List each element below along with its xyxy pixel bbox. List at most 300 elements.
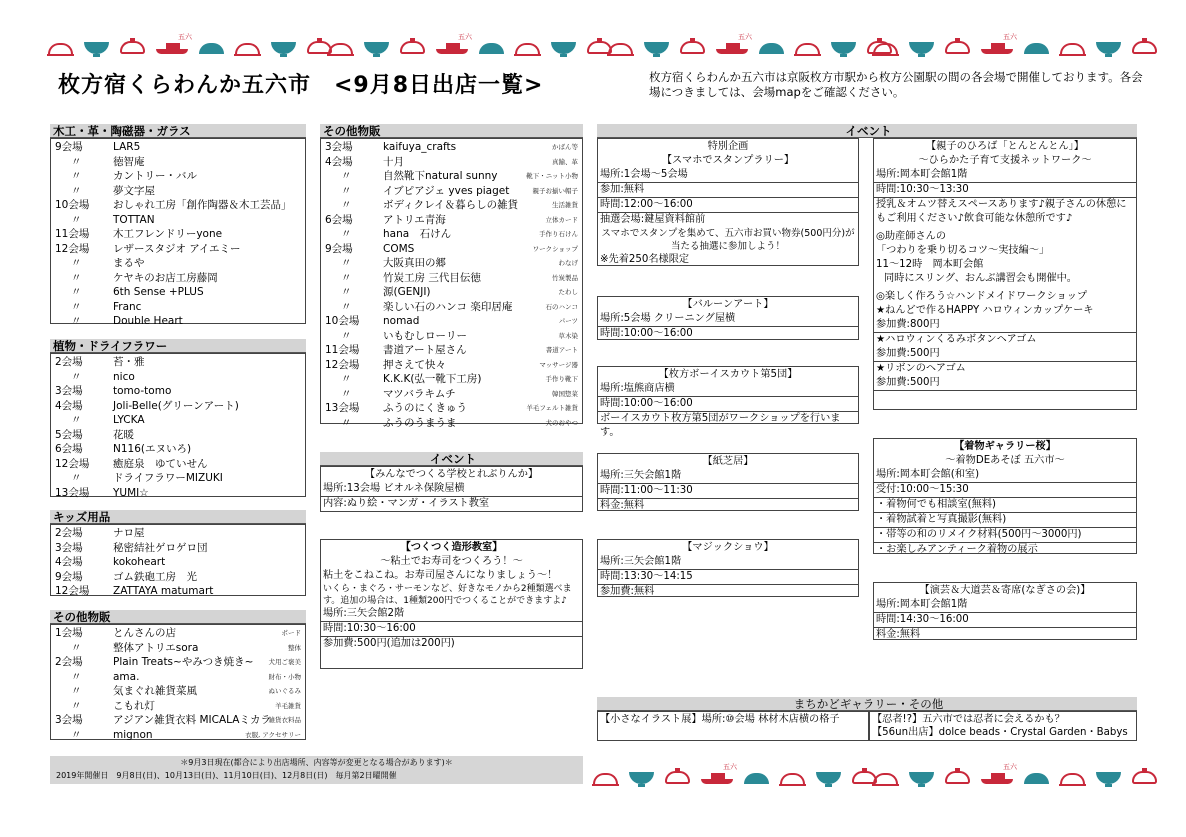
boat-label: 五六 [738, 33, 752, 41]
bowl-icon [1024, 43, 1049, 54]
bowl-icon [644, 42, 669, 54]
deco-strip-2 [328, 34, 612, 54]
venue-label: 〃 [71, 300, 82, 313]
bowl-icon [120, 41, 145, 54]
vendor-name: LYCKA [113, 414, 145, 426]
venue-label: 12会場 [55, 585, 90, 597]
list-item [51, 486, 305, 501]
event-subtitle: ～着物DEあそぼ 五六市～ [945, 455, 1065, 466]
event-fee: 参加費:500円(追加は200円) [323, 638, 455, 649]
vendor-name: 夢文字屋 [113, 184, 155, 197]
vendor-category: 石のハンコ [545, 302, 578, 311]
event-place: 場所:岡本町会館1階 [874, 168, 1136, 183]
venue-label: 3会場 [55, 541, 83, 554]
list-other-left [50, 624, 306, 740]
machikado-right [869, 711, 1137, 741]
bowl-icon [909, 42, 934, 54]
venue-label: 〃 [341, 300, 352, 313]
bowl-icon [84, 42, 109, 54]
vendor-category: ぬいぐるみ [268, 687, 301, 695]
venue-label: 〃 [71, 271, 82, 284]
vendor-name: TOTTAN [113, 213, 155, 226]
event-title: 【つくつく造形教室】 [400, 542, 503, 553]
venue-label: 11会場 [325, 344, 360, 356]
venue-label: 〃 [341, 329, 352, 342]
venue-label: 〃 [71, 315, 82, 327]
list-item [321, 213, 582, 228]
venue-label: 6会場 [55, 443, 83, 455]
vendor-name: ナロ屋 [113, 527, 145, 539]
list-item [321, 140, 582, 155]
venue-label: 12会場 [55, 242, 90, 255]
event-desc: 粘土をこねこね。お寿司屋さんになりましょう～！ [323, 570, 558, 581]
event-midwife: ◎助産師さんの [876, 231, 947, 242]
vendor-category: たわし [558, 288, 578, 296]
venue-label: 〃 [341, 286, 352, 298]
section-header-event-mid: イベント [320, 452, 583, 466]
list-item [51, 670, 305, 685]
venue-label: 9会場 [55, 570, 83, 583]
vendor-name: 6th Sense +PLUS [113, 286, 204, 298]
list-item [321, 184, 582, 199]
event-boyscout [597, 366, 859, 438]
event-label: 特別企画 [707, 141, 749, 152]
vendor-category: 手作り石けん [539, 230, 578, 238]
vendor-name: 整体アトリエsora [113, 641, 199, 654]
venue-label: 〃 [71, 685, 82, 697]
machikado-ninja: 【忍者!?】五六市では忍者に会えるかも？ [872, 714, 1065, 725]
venue-label: 6会場 [325, 213, 353, 226]
venue-label: 13会場 [55, 486, 90, 499]
vendor-name: N116(エヌいろ) [113, 443, 192, 455]
bowl-icon [816, 772, 841, 784]
vendor-category: 真鍮、革 [552, 157, 578, 166]
vendor-name: mignon [113, 728, 153, 741]
vendor-name: マツバラキムチ [383, 387, 456, 400]
event-time: 時間:14:30～16:00 [874, 613, 1136, 628]
list-item [321, 343, 582, 358]
list-item [51, 584, 305, 599]
vendor-name: ふうのにくきゅう [383, 402, 467, 414]
vendor-category: 竹炭製品 [552, 273, 578, 282]
machikado-illust: 【小さなイラスト展】場所:⑩会場 林材木店横の格子 [600, 714, 840, 725]
bowl-icon [608, 43, 633, 54]
bowl-icon [1060, 773, 1085, 784]
vendor-category: 親子お揃い帽子 [532, 186, 578, 195]
list-item [51, 699, 305, 714]
vendor-name: kaifuya_crafts [383, 141, 457, 153]
venue-label: 12会場 [325, 358, 360, 371]
event-content: 内容:ぬり絵・マンガ・イラスト教室 [323, 498, 490, 509]
list-item [321, 416, 582, 431]
list-other-mid [320, 138, 583, 429]
venue-label: 〃 [71, 170, 82, 182]
event-magic [597, 539, 859, 597]
vendor-name: イブピアジェ yves piaget [383, 184, 510, 197]
section-header-plants: 植物・ドライフラワー [50, 339, 306, 353]
vendor-name: まるや [113, 257, 145, 269]
vendor-name: アジアン雑貨衣料 MICALAミカラ [113, 714, 271, 726]
venue-label: 〃 [341, 271, 352, 284]
bowl-icon [759, 43, 784, 54]
list-item [51, 570, 305, 585]
event-midwife-time: 11～12時 岡本町会館 [876, 259, 984, 270]
vendor-name: ama. [113, 670, 140, 683]
venue-label: 9会場 [325, 242, 353, 255]
bowl-icon [400, 41, 425, 54]
event-time: 時間:10:00～16:00 [598, 397, 858, 412]
venue-label: 〃 [341, 170, 352, 182]
list-item [51, 555, 305, 570]
venue-label: 2会場 [55, 356, 83, 368]
list-kids [50, 524, 306, 596]
venue-label: 〃 [71, 728, 82, 741]
event-item-3: ・帯等の和のリメイク材料(500円～3000円) [874, 528, 1136, 543]
vendor-category: 立体カード [545, 215, 578, 224]
vendor-category: 犬のおやつ [545, 418, 578, 427]
vendor-category: わなげ [558, 259, 578, 267]
footer-note: ＊9月3日現在(都合により出店場所、内容等が変更となる場合があります)＊ [180, 758, 453, 767]
vendor-name: こもれ灯 [113, 699, 155, 712]
list-item [51, 413, 305, 428]
vendor-name: nico [113, 370, 135, 383]
bowl-icon [680, 41, 705, 54]
venue-label: 〃 [341, 373, 352, 385]
list-item [321, 285, 582, 300]
list-item [321, 300, 582, 315]
list-item [321, 358, 582, 373]
boat-label: 五六 [1003, 33, 1017, 41]
venue-label: 5会場 [55, 428, 83, 441]
venue-label: 9会場 [55, 141, 83, 153]
bowl-icon [1096, 772, 1121, 784]
event-kamishibai [597, 453, 859, 511]
vendor-category: パーツ [558, 317, 578, 325]
venue-label: 〃 [71, 257, 82, 269]
vendor-category: 衣服, アクセサリー [245, 730, 301, 739]
vendor-name: とんさんの店 [113, 627, 176, 639]
event-place: 場所:塩熊商店横 [598, 382, 858, 397]
event-note: ※先着250名様限定 [600, 254, 690, 265]
venue-label: 13会場 [325, 402, 360, 414]
event-fee: 参加費:無料 [600, 586, 655, 597]
list-item [321, 401, 582, 416]
list-mokko [50, 138, 306, 327]
vendor-name: 徳智庵 [113, 155, 145, 168]
list-item [51, 641, 305, 656]
event-place: 場所:三矢会館2階 [321, 607, 582, 622]
boat-icon [716, 33, 752, 54]
vendor-name: ゴム鉄砲工房 光 [113, 570, 197, 583]
event-place: 場所:岡本町会館(和室) [874, 468, 1136, 483]
boat-label: 五六 [723, 763, 737, 771]
list-item [51, 541, 305, 556]
vendor-name: 竹炭工房 三代目伝徳 [383, 271, 481, 284]
deco-strip-3 [608, 34, 892, 54]
vendor-category: 羊毛フェルト雑貨 [526, 404, 578, 412]
event-place: 場所:1会場～5会場 [598, 168, 858, 183]
list-item [321, 198, 582, 213]
event-title: 【みんなでつくる学校とれぶりんか】 [364, 469, 539, 480]
event-place: 場所:13会場 ビオルネ保険屋横 [321, 482, 582, 497]
section-header-other-mid: その他物販 [320, 124, 583, 138]
list-item [51, 285, 305, 300]
venue-label: 10会場 [325, 315, 360, 327]
event-stamp-rally [597, 138, 859, 266]
vendor-name: ドライフラワーMIZUKI [113, 472, 223, 484]
list-item [51, 256, 305, 271]
venue-label: 〃 [341, 257, 352, 269]
vendor-name: YUMI☆ [113, 486, 149, 499]
bowl-icon [593, 773, 618, 784]
venue-label: 〃 [71, 641, 82, 654]
venue-label: 3会場 [55, 714, 83, 726]
list-item [51, 314, 305, 329]
list-item [51, 169, 305, 184]
venue-label: 2会場 [55, 656, 83, 668]
venue-label: 1会場 [55, 627, 83, 639]
section-header-event-right: イベント [597, 124, 1137, 138]
vendor-category: ボード [281, 629, 301, 637]
event-engei [873, 582, 1137, 640]
list-item [51, 384, 305, 399]
event-item-1: ・着物何でも相談室(無料) [874, 498, 1136, 513]
vendor-name: hana 石けん [383, 228, 452, 240]
list-item [51, 655, 305, 670]
venue-label: 12会場 [55, 457, 90, 470]
vendor-name: レザースタジオ アイエミー [113, 242, 241, 255]
bowl-icon [873, 43, 898, 54]
event-school [320, 466, 583, 512]
vendor-name: COMS [383, 242, 415, 255]
list-item [51, 728, 305, 743]
event-place: 場所:5会場 クリーニング屋横 [598, 312, 858, 327]
boat-icon [981, 33, 1017, 54]
event-time: 時間:13:30～14:15 [598, 570, 858, 585]
list-item [51, 626, 305, 641]
bowl-icon [780, 773, 805, 784]
list-item [51, 213, 305, 228]
vendor-category: 手作り靴下 [545, 375, 578, 383]
vendor-name: K.K.K(弘一靴下工房) [383, 373, 482, 385]
deco-strip-5 [593, 764, 877, 784]
event-title: 【着物ギャラリー桜】 [954, 441, 1056, 452]
event-fee-3: 参加費:500円 [874, 376, 1136, 391]
event-desc: ボーイスカウト枚方第5団がワークショップを行います。 [600, 413, 841, 438]
list-item [321, 155, 582, 170]
footer [50, 756, 583, 784]
boat-icon [981, 763, 1017, 784]
vendor-name: ボディクレイ＆暮らしの雑貨 [383, 199, 519, 211]
event-time: 時間:11:00～11:30 [598, 484, 858, 499]
event-workshop-3: ★リボンのヘアゴム [876, 363, 966, 374]
list-item [51, 457, 305, 472]
machikado-left [597, 711, 869, 741]
vendor-name: ケヤキのお店工房藤岡 [113, 271, 218, 284]
venue-label: 〃 [341, 199, 352, 211]
event-place: 場所:三矢会館1階 [598, 555, 858, 570]
bowl-icon [1132, 771, 1157, 784]
vendor-name: Double Heart [113, 315, 183, 327]
vendor-name: いもむしローリー [383, 329, 467, 342]
list-item [51, 198, 305, 213]
boat-label: 五六 [178, 33, 192, 41]
section-header-other-left: その他物販 [50, 610, 306, 624]
list-item [321, 227, 582, 242]
event-title: 【マジックショウ】 [682, 542, 774, 553]
venue-label: 〃 [341, 228, 352, 240]
bowl-icon [328, 43, 353, 54]
event-midwife-note: 同時にスリング、おんぶ講習会も開催中。 [884, 273, 1077, 284]
bowl-icon [551, 42, 576, 54]
bowl-icon [945, 41, 970, 54]
section-header-mokko: 木工・革・陶磁器・ガラス [50, 124, 306, 138]
event-fee-1: 参加費:800円 [874, 318, 1136, 333]
venue-label: 〃 [71, 155, 82, 168]
vendor-category: 書道アート [545, 346, 578, 354]
machikado-shop: 【56un出店】dolce beads・Crystal Garden・Babys [872, 727, 1128, 738]
venue-label: 〃 [71, 184, 82, 197]
event-place: 場所:三矢会館1階 [598, 469, 858, 484]
vendor-category: 犬用ご褒美 [268, 658, 301, 666]
event-title: 【紙芝居】 [702, 456, 754, 467]
list-item [321, 271, 582, 286]
list-item [51, 242, 305, 257]
bowl-icon [665, 771, 690, 784]
event-item-2: ・着物試着と写真撮影(無料) [874, 513, 1136, 528]
footer-dates: 2019年開催日 9月8日(日)、10月13日(日)、11月10日(日)、12月8日(日) 毎月第2日曜開催 [56, 771, 397, 780]
vendor-category: 生活雑貨 [552, 201, 578, 209]
list-item [51, 526, 305, 541]
vendor-category: 羊毛雑貨 [275, 701, 301, 710]
list-item [51, 355, 305, 370]
boat-icon [156, 33, 192, 54]
list-item [321, 387, 582, 402]
event-desc: 授乳＆オムツ替えスペースあります♪親子さんの休憩にもご利用ください♪飲食可能な休憩所です♪ [876, 199, 1127, 224]
list-item [51, 471, 305, 486]
event-lottery: 抽選会場:鍵屋資料館前 [600, 214, 706, 225]
vendor-name: Franc [113, 300, 142, 313]
bowl-icon [1024, 773, 1049, 784]
venue-label: 11会場 [55, 228, 90, 240]
event-fee-2: 参加費:500円 [874, 347, 1136, 362]
event-time: 時間:10:30～16:00 [321, 622, 582, 637]
vendor-name: 書道アート屋さん [383, 344, 467, 356]
vendor-name: 楽しい石のハンコ 楽印居庵 [383, 300, 513, 313]
list-item [321, 372, 582, 387]
list-item [321, 329, 582, 344]
section-header-machikado: まちかどギャラリー・その他 [597, 697, 1137, 711]
bowl-icon [873, 773, 898, 784]
list-item [51, 227, 305, 242]
vendor-category: 財布・小物 [268, 672, 301, 681]
list-item [321, 314, 582, 329]
boat-label: 五六 [458, 33, 472, 41]
event-title: 【枚方ボーイスカウト第5団】 [658, 369, 798, 380]
vendor-name: 花暖 [113, 428, 134, 441]
intro-text: 枚方宿くらわんか五六市は京阪枚方市駅から枚方公園駅の間の各会場で開催しております。各会場につきましては、会場mapをご確認ください。 [649, 70, 1143, 99]
event-time: 時間:12:00～16:00 [598, 198, 858, 213]
bowl-icon [515, 43, 540, 54]
venue-label: 3会場 [55, 385, 83, 397]
vendor-name: 十月 [383, 155, 404, 168]
event-desc: スマホでスタンプを集めて、五六市お買い物券(500円分)が当たる抽選に参加しよう！ [601, 228, 855, 252]
venue-label: 3会場 [325, 141, 353, 153]
vendor-name: おしゃれ工房「創作陶器＆木工芸品」 [113, 199, 292, 211]
vendor-category: ワークショップ [532, 244, 578, 253]
boat-label: 五六 [1003, 763, 1017, 771]
vendor-name: LAR5 [113, 141, 141, 153]
list-item [51, 442, 305, 457]
vendor-name: カントリー・バル [113, 170, 197, 182]
venue-label: 〃 [71, 370, 82, 383]
vendor-category: かばん等 [552, 143, 578, 151]
event-desc-2: いくら・まぐろ・サーモンなど、好きなモノから2種類選べます。追加の場合は、1種類200円でつくることができますよ♪ [323, 584, 572, 606]
list-item [51, 713, 305, 728]
event-fee: 料金:無料 [600, 500, 645, 511]
list-item [51, 684, 305, 699]
vendor-category: 草木染 [558, 331, 578, 340]
venue-label: 2会場 [55, 527, 83, 539]
list-item [51, 271, 305, 286]
vendor-category: マッサージ器 [539, 360, 578, 369]
event-subtitle: ～粘土でお寿司をつくろう！～ [380, 556, 523, 567]
event-fee: 参加:無料 [598, 183, 858, 198]
bowl-icon [364, 42, 389, 54]
vendor-category: 雑貨衣料品 [268, 716, 301, 724]
vendor-category: 韓国惣菜 [552, 389, 578, 398]
event-workshop-1: ★ねんどで作るHAPPY ハロウィンカップケーキ [876, 305, 1094, 316]
vendor-name: ZATTAYA matumart [113, 585, 214, 597]
list-item [51, 370, 305, 385]
list-item [51, 428, 305, 443]
vendor-name: nomad [383, 315, 420, 327]
bowl-icon [199, 43, 224, 54]
vendor-name: 苔・雅 [113, 356, 145, 368]
event-fee: 料金:無料 [876, 629, 921, 640]
bowl-icon [235, 43, 260, 54]
page-title: 枚方宿くらわんか五六市 <9月8日出店一覧> [58, 73, 544, 98]
vendor-category: 整体 [288, 643, 301, 652]
venue-label: 〃 [71, 286, 82, 298]
vendor-name: 気まぐれ雑貨菜風 [113, 685, 197, 697]
bowl-icon [629, 772, 654, 784]
venue-label: 〃 [71, 472, 82, 484]
bowl-icon [48, 43, 73, 54]
event-title: 【親子のひろば「とんとんとん」】 [926, 141, 1084, 152]
section-header-kids: キッズ用品 [50, 510, 306, 524]
event-midwife-title: 「つわりを乗り切るコツ～実技編～」 [876, 245, 1050, 256]
boat-icon [436, 33, 472, 54]
list-item [51, 300, 305, 315]
venue-label: 〃 [71, 670, 82, 683]
vendor-name: 源(GENJI) [383, 286, 431, 298]
bowl-icon [1132, 41, 1157, 54]
vendor-category: 靴下・ニット小物 [526, 172, 578, 180]
venue-label: 4会場 [55, 399, 83, 412]
list-item [321, 242, 582, 257]
venue-label: 4会場 [325, 155, 353, 168]
bowl-icon [831, 42, 856, 54]
event-time: 時間:10:00～16:00 [600, 328, 693, 339]
venue-label: 〃 [71, 414, 82, 426]
bowl-icon [795, 43, 820, 54]
bowl-icon [271, 42, 296, 54]
vendor-name: kokoheart [113, 556, 166, 568]
list-item [51, 155, 305, 170]
bowl-icon [744, 773, 769, 784]
event-time: 時間:10:30～13:30 [874, 183, 1136, 198]
